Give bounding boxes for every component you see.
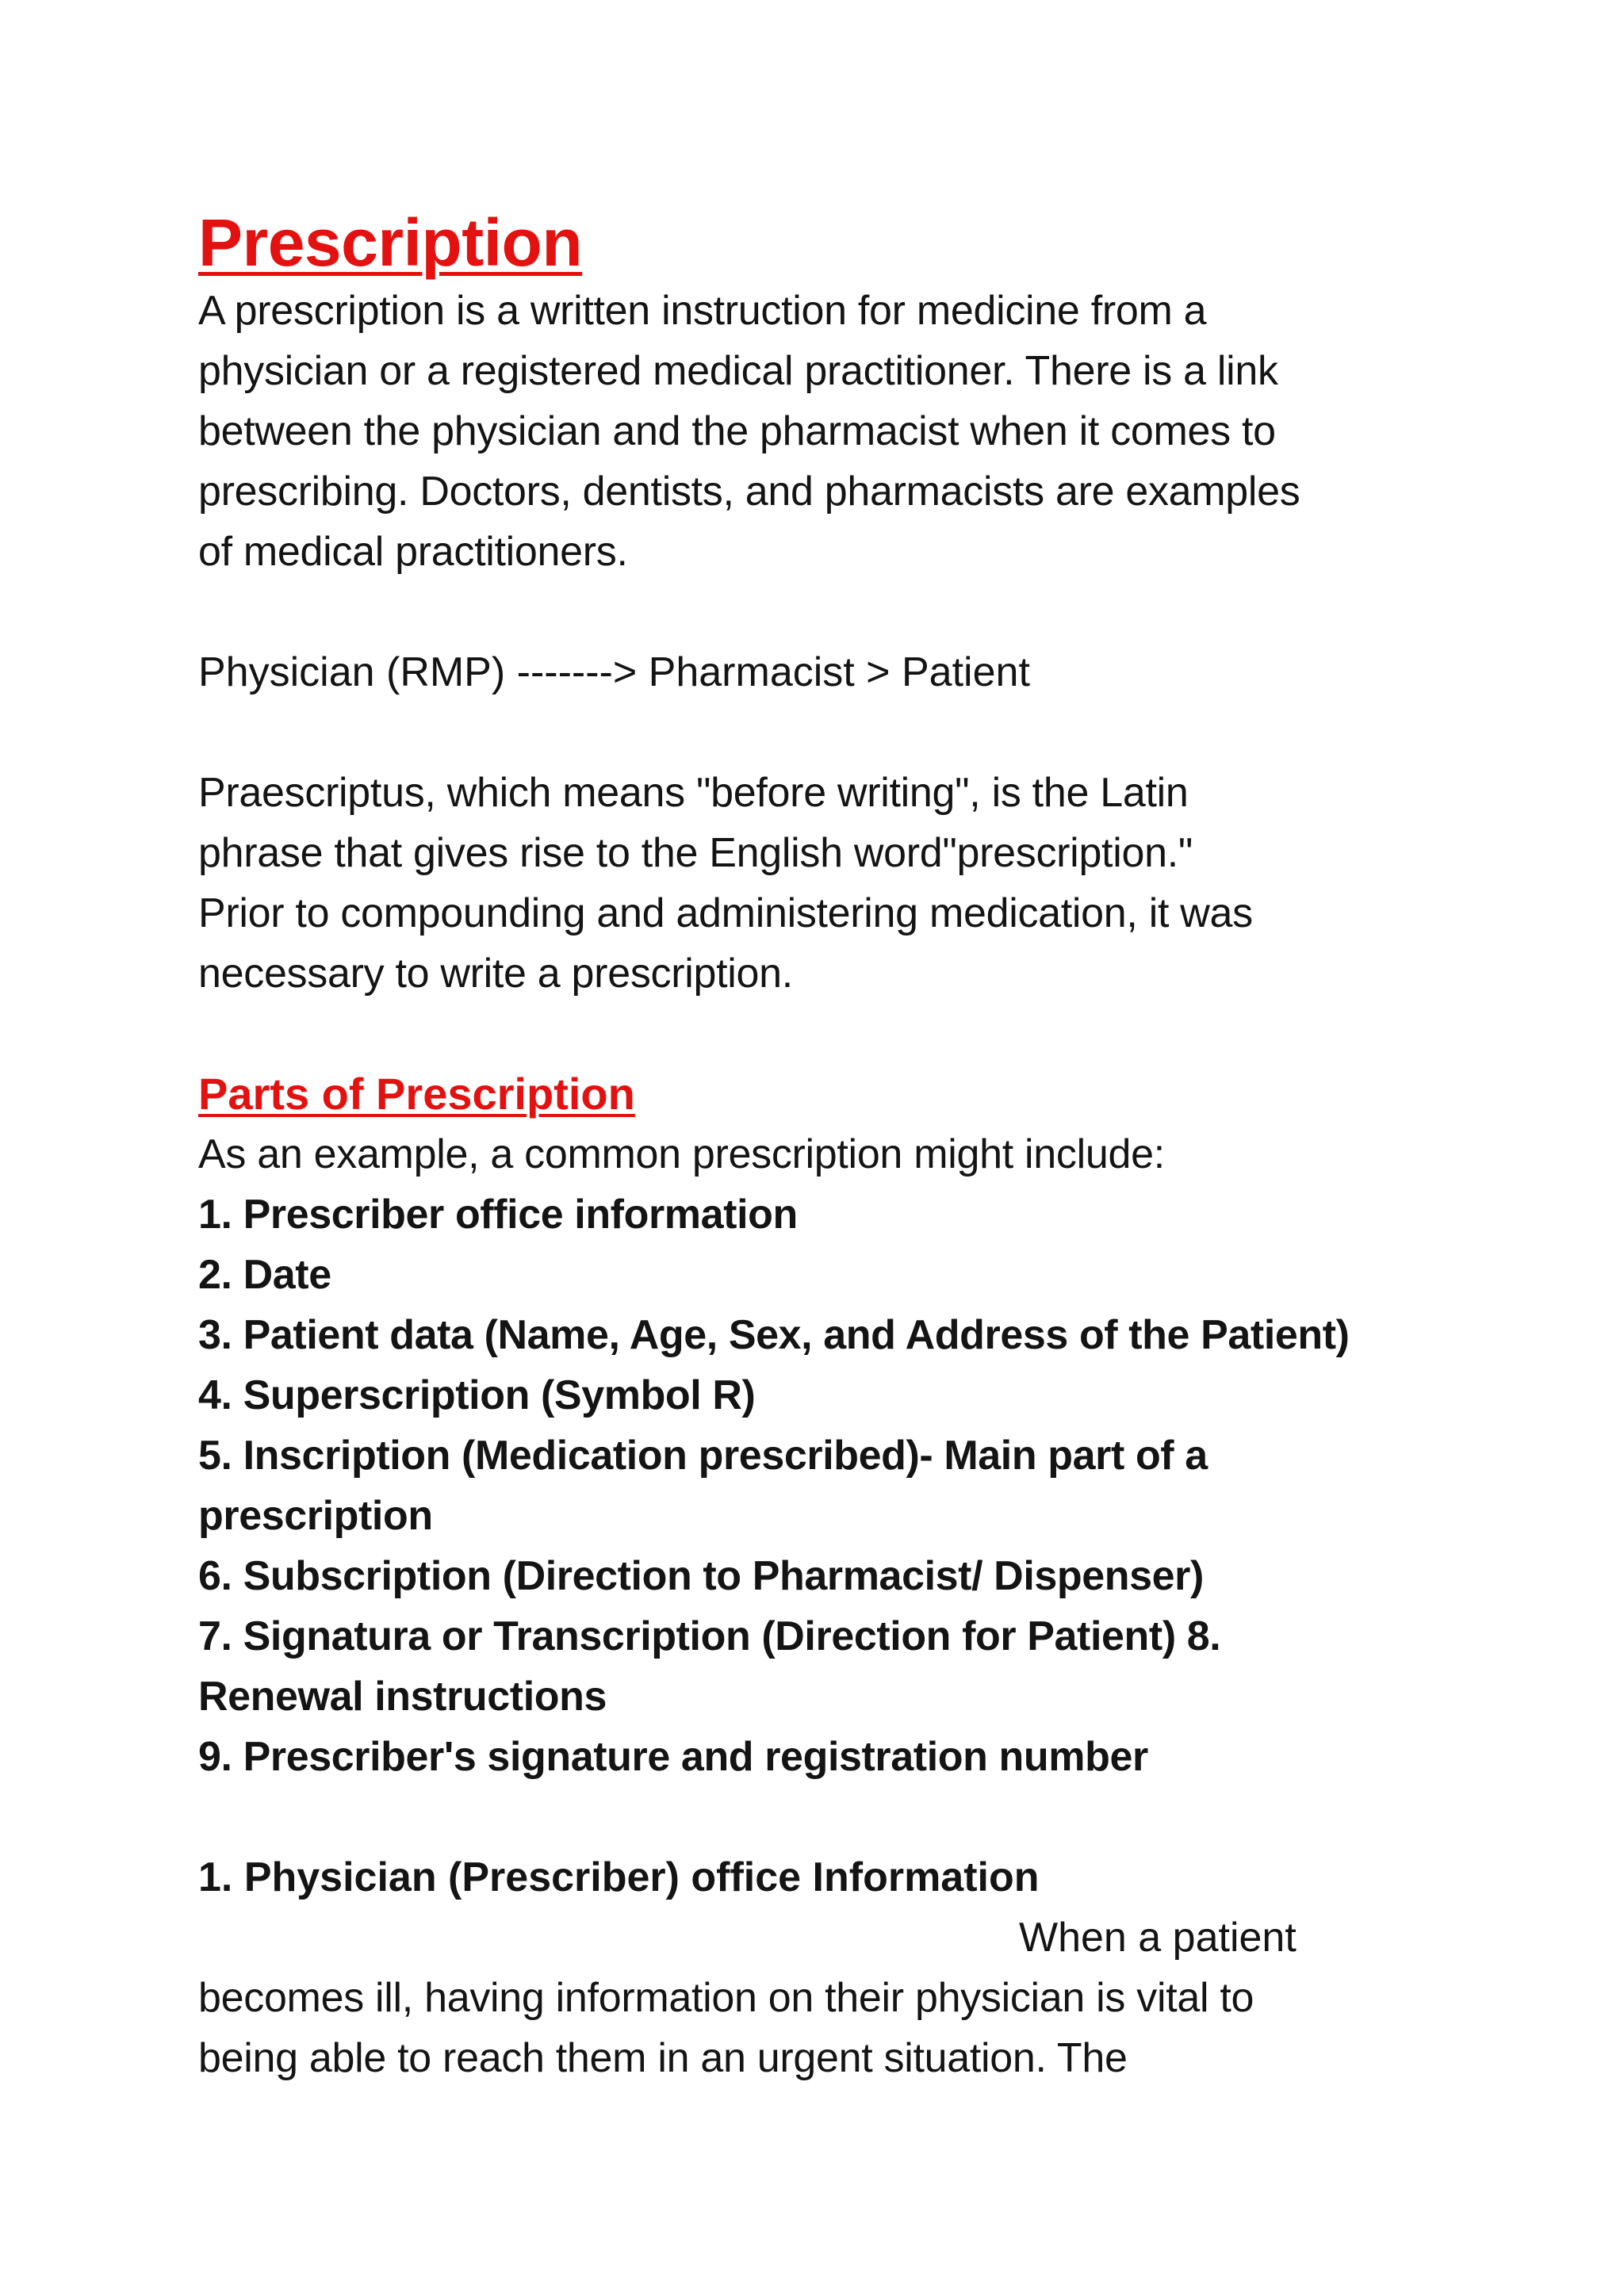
spacer bbox=[198, 1004, 1467, 1064]
list-item: 6. Subscription (Direction to Pharmacist/ Dispenser) bbox=[198, 1553, 1204, 1599]
intro-line: prescribing. Doctors, dentists, and pharmacists are examples bbox=[198, 469, 1300, 515]
list-item: 9. Prescriber's signature and registration number bbox=[198, 1734, 1148, 1780]
intro-paragraph bbox=[198, 281, 1467, 582]
list-item: 3. Patient data (Name, Age, Sex, and Address of the Patient) bbox=[198, 1312, 1350, 1358]
spacer bbox=[198, 582, 1467, 642]
list-item: 7. Signatura or Transcription (Direction for Patient) 8. bbox=[198, 1613, 1221, 1659]
parts-heading: Parts of Prescription bbox=[198, 1069, 635, 1119]
list-item: prescription bbox=[198, 1493, 433, 1539]
page-title: Prescription bbox=[198, 205, 583, 280]
latin-line: Praescriptus, which means "before writing", is the Latin bbox=[198, 770, 1189, 816]
intro-line: physician or a registered medical practitioner. There is a link bbox=[198, 348, 1278, 394]
flow-line: Physician (RMP) -------> Pharmacist > Patient bbox=[198, 649, 1030, 695]
latin-line: necessary to write a prescription. bbox=[198, 951, 793, 997]
latin-line: Prior to compounding and administering medication, it was bbox=[198, 890, 1253, 936]
list-item: 5. Inscription (Medication prescribed)- Main part of a bbox=[198, 1433, 1208, 1479]
latin-paragraph bbox=[198, 763, 1467, 1004]
intro-line: between the physician and the pharmacist when it comes to bbox=[198, 408, 1276, 454]
section-1-line: being able to reach them in an urgent situation. The bbox=[198, 2035, 1128, 2081]
list-item: 1. Prescriber office information bbox=[198, 1192, 798, 1238]
section-1-line: becomes ill, having information on their physician is vital to bbox=[198, 1975, 1254, 2021]
list-item: Renewal instructions bbox=[198, 1674, 607, 1720]
parts-intro: As an example, a common prescription might include: bbox=[198, 1131, 1165, 1177]
document-content bbox=[198, 205, 1467, 2088]
spacer bbox=[198, 1787, 1467, 1847]
intro-line: A prescription is a written instruction for medicine from a bbox=[198, 288, 1207, 334]
latin-line: phrase that gives rise to the English word"prescription." bbox=[198, 830, 1193, 876]
intro-line: of medical practitioners. bbox=[198, 529, 628, 575]
section-1-heading: 1. Physician (Prescriber) office Information bbox=[198, 1854, 1040, 1900]
section-1-indent-line: When a patient bbox=[1019, 1915, 1297, 1961]
list-item: 4. Superscription (Symbol R) bbox=[198, 1372, 756, 1418]
parts-list bbox=[198, 1184, 1467, 1787]
list-item: 2. Date bbox=[198, 1252, 331, 1298]
spacer bbox=[198, 702, 1467, 763]
